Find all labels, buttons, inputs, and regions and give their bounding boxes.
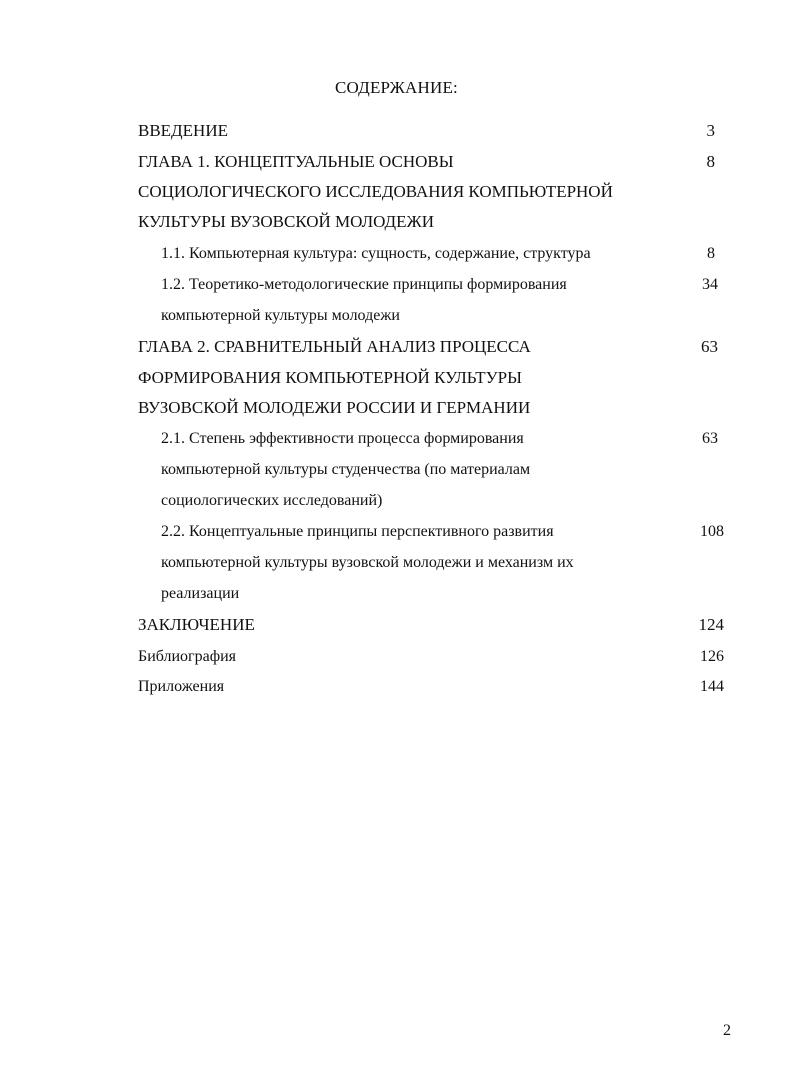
toc-page-number: 63 [701, 337, 718, 356]
toc-page-number: 126 [700, 648, 724, 665]
toc-entry-appendices: Приложения [138, 678, 225, 695]
toc-entry-section-2-1-line-2: компьютерной культуры студенчества (по материалам [161, 461, 531, 478]
toc-entry-section-1-2: 1.2. Теоретико-методологические принципы формирования [161, 276, 567, 293]
page-number: 2 [723, 1022, 731, 1039]
toc-page-number: 63 [702, 430, 718, 447]
toc-entry-section-2-2-line-2: компьютерной культуры вузовской молодежи и механизм их [161, 554, 574, 571]
toc-page-number: 8 [706, 152, 715, 171]
toc-page-number: 108 [700, 523, 724, 540]
toc-entry-chapter-2-line-3: ВУЗОВСКОЙ МОЛОДЕЖИ РОССИИ И ГЕРМАНИИ [138, 398, 531, 417]
toc-entry-section-2-1: 2.1. Степень эффективности процесса формирования [161, 430, 524, 447]
toc-page-number: 144 [700, 678, 724, 695]
toc-entry-chapter-1-line-2: СОЦИОЛОГИЧЕСКОГО ИССЛЕДОВАНИЯ КОМПЬЮТЕРНОЙ [138, 182, 613, 201]
toc-page-number: 124 [698, 615, 724, 634]
toc-entry-chapter-1: ГЛАВА 1. КОНЦЕПТУАЛЬНЫЕ ОСНОВЫ [138, 152, 454, 171]
toc-entry-section-1-1: 1.1. Компьютерная культура: сущность, содержание, структура [161, 245, 591, 262]
toc-entry-chapter-2: ГЛАВА 2. СРАВНИТЕЛЬНЫЙ АНАЛИЗ ПРОЦЕССА [138, 337, 531, 356]
toc-entry-bibliography: Библиография [138, 648, 236, 665]
toc-entry-section-1-2-line-2: компьютерной культуры молодежи [161, 307, 400, 324]
toc-title: СОДЕРЖАНИЕ: [335, 78, 458, 97]
toc-page-number: 8 [707, 245, 715, 262]
toc-entry-section-2-1-line-3: социологических исследований) [161, 492, 383, 509]
toc-entry-section-2-2: 2.2. Концептуальные принципы перспективного развития [161, 523, 554, 540]
toc-entry-chapter-1-line-3: КУЛЬТУРЫ ВУЗОВСКОЙ МОЛОДЕЖИ [138, 212, 435, 231]
toc-entry-chapter-2-line-2: ФОРМИРОВАНИЯ КОМПЬЮТЕРНОЙ КУЛЬТУРЫ [138, 368, 522, 387]
toc-page-number: 34 [702, 276, 718, 293]
toc-page-number: 3 [706, 121, 715, 140]
toc-entry-conclusion: ЗАКЛЮЧЕНИЕ [138, 615, 255, 634]
toc-entry-introduction: ВВЕДЕНИЕ [138, 121, 228, 140]
toc-entry-section-2-2-line-3: реализации [161, 585, 240, 602]
